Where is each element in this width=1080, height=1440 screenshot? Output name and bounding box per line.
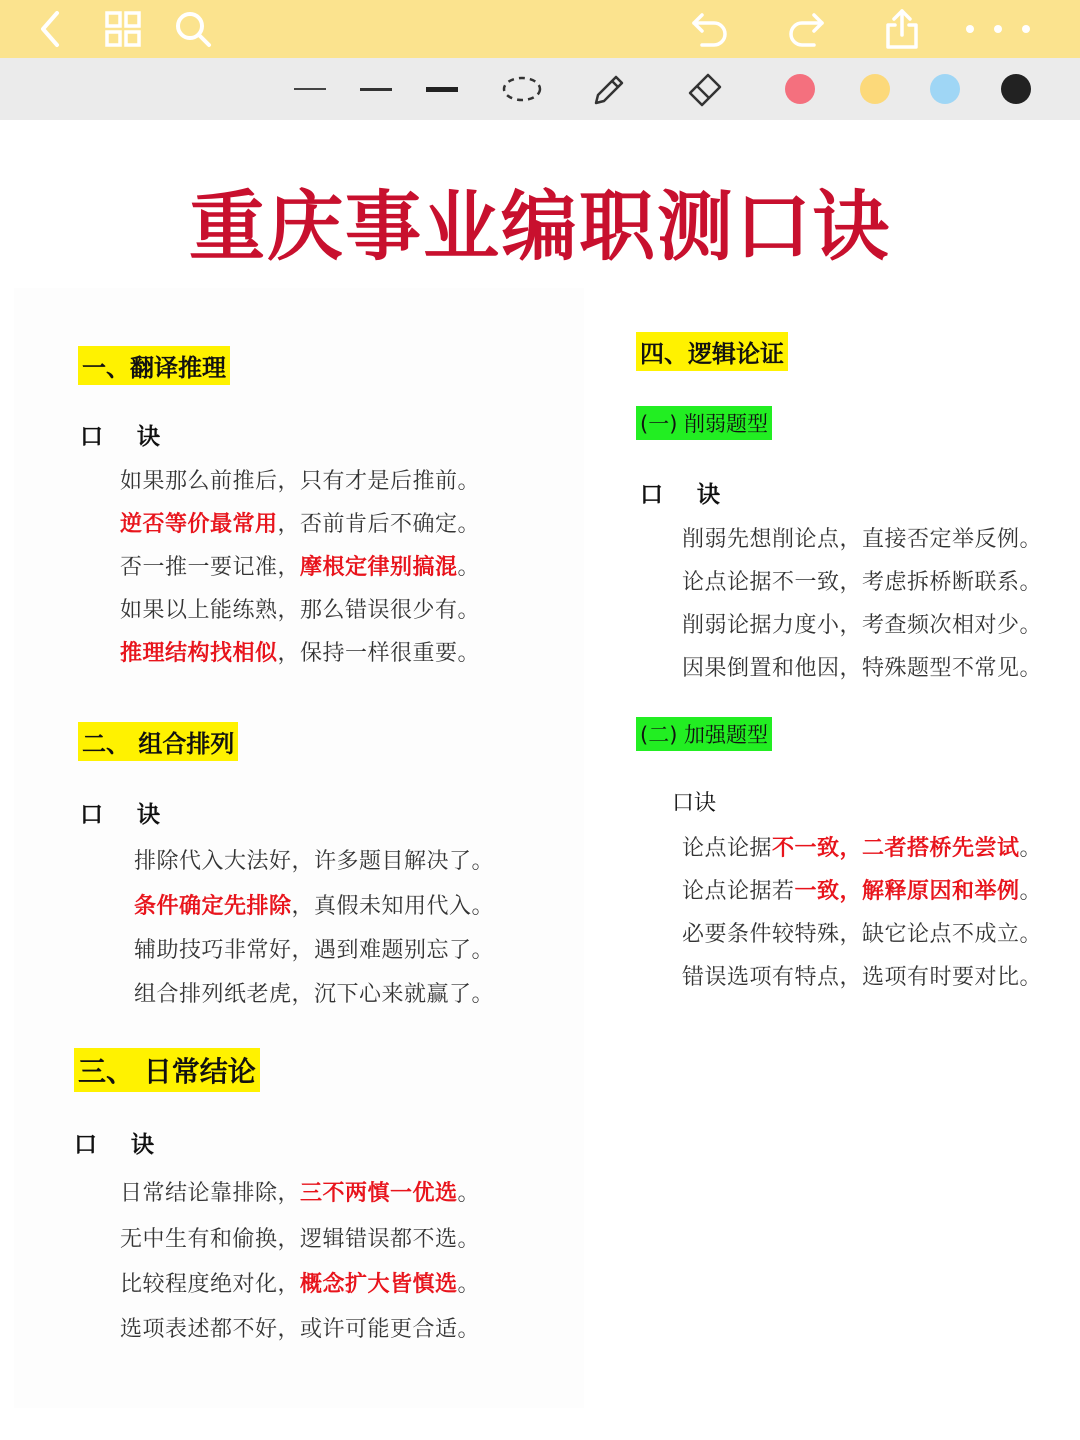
section-heading-translation: 一、翻译推理 [78, 346, 230, 385]
undo-icon[interactable] [686, 6, 734, 52]
verse-line: 逆否等价最常用，否前肯后不确定。 [120, 511, 481, 537]
grid-icon[interactable] [100, 6, 146, 52]
verse-line: 条件确定先排除，真假未知用代入。 [134, 893, 495, 919]
search-icon[interactable] [170, 6, 216, 52]
verse-line: 必要条件较特殊，缺它论点不成立。 [682, 922, 1043, 947]
medium-line-icon[interactable] [356, 58, 396, 120]
more-dots-icon[interactable] [958, 6, 1038, 52]
chevron-left-icon[interactable] [30, 6, 70, 52]
verse-line: 论点论据若一致，解释原因和举例。 [682, 878, 1043, 904]
color-swatch-pink[interactable] [780, 58, 820, 120]
verse-line: 论点论据不一致，考虑拆桥断联系。 [682, 570, 1043, 595]
thin-line-icon[interactable] [290, 58, 330, 120]
koujue-label: 口诀 [672, 791, 717, 816]
top-nav-bar [0, 0, 1080, 58]
verse-line: 组合排列纸老虎，沉下心来就赢了。 [134, 982, 495, 1007]
verse-line: 如果以上能练熟，那么错误很少有。 [120, 598, 481, 623]
verse-line: 因果倒置和他因，特殊题型不常见。 [682, 656, 1043, 681]
koujue-label: 口 诀 [80, 424, 160, 450]
koujue-label: 口 诀 [640, 482, 720, 508]
verse-line: 论点论据不一致，二者搭桥先尝试。 [682, 835, 1043, 861]
verse-line: 错误选项有特点，选项有时要对比。 [682, 965, 1043, 990]
color-swatch-black[interactable] [996, 58, 1036, 120]
lasso-icon[interactable] [500, 58, 544, 120]
verse-line: 无中生有和偷换，逻辑错误都不选。 [120, 1227, 481, 1252]
verse-line: 选项表述都不好，或许可能更合适。 [120, 1317, 481, 1342]
verse-line: 削弱论据力度小，考查频次相对少。 [682, 613, 1043, 638]
section-heading-argument: 四、逻辑论证 [636, 332, 788, 371]
verse-line: 比较程度绝对化，概念扩大皆慎选。 [120, 1271, 481, 1297]
verse-line: 如果那么前推后，只有才是后推前。 [120, 469, 481, 494]
subsection-heading-weaken: (一) 削弱题型 [636, 406, 772, 440]
drawing-toolbar [0, 58, 1080, 120]
redo-icon[interactable] [782, 6, 830, 52]
koujue-label: 口 诀 [74, 1132, 154, 1158]
verse-line: 排除代入大法好，许多题目解决了。 [134, 849, 495, 874]
verse-line: 推理结构找相似，保持一样很重要。 [120, 640, 481, 666]
verse-line: 日常结论靠排除，三不两慎一优选。 [120, 1180, 481, 1206]
section-heading-daily-conclusion: 三、 日常结论 [74, 1048, 260, 1092]
section-heading-combination: 二、 组合排列 [78, 722, 238, 761]
color-swatch-yellow[interactable] [855, 58, 895, 120]
subsection-heading-strengthen: (二) 加强题型 [636, 717, 772, 751]
koujue-label: 口 诀 [80, 802, 160, 828]
verse-line: 辅助技巧非常好，遇到难题别忘了。 [134, 938, 495, 963]
share-icon[interactable] [878, 6, 926, 52]
eraser-icon[interactable] [680, 58, 728, 120]
document-page [0, 120, 1080, 1440]
color-swatch-blue[interactable] [925, 58, 965, 120]
verse-line: 否一推一要记准，摩根定律别搞混。 [120, 554, 481, 580]
thick-line-icon[interactable] [422, 58, 462, 120]
pen-icon[interactable] [584, 58, 632, 120]
page-title: 重庆事业编职测口诀 [189, 182, 891, 271]
verse-line: 削弱先想削论点，直接否定举反例。 [682, 527, 1043, 552]
